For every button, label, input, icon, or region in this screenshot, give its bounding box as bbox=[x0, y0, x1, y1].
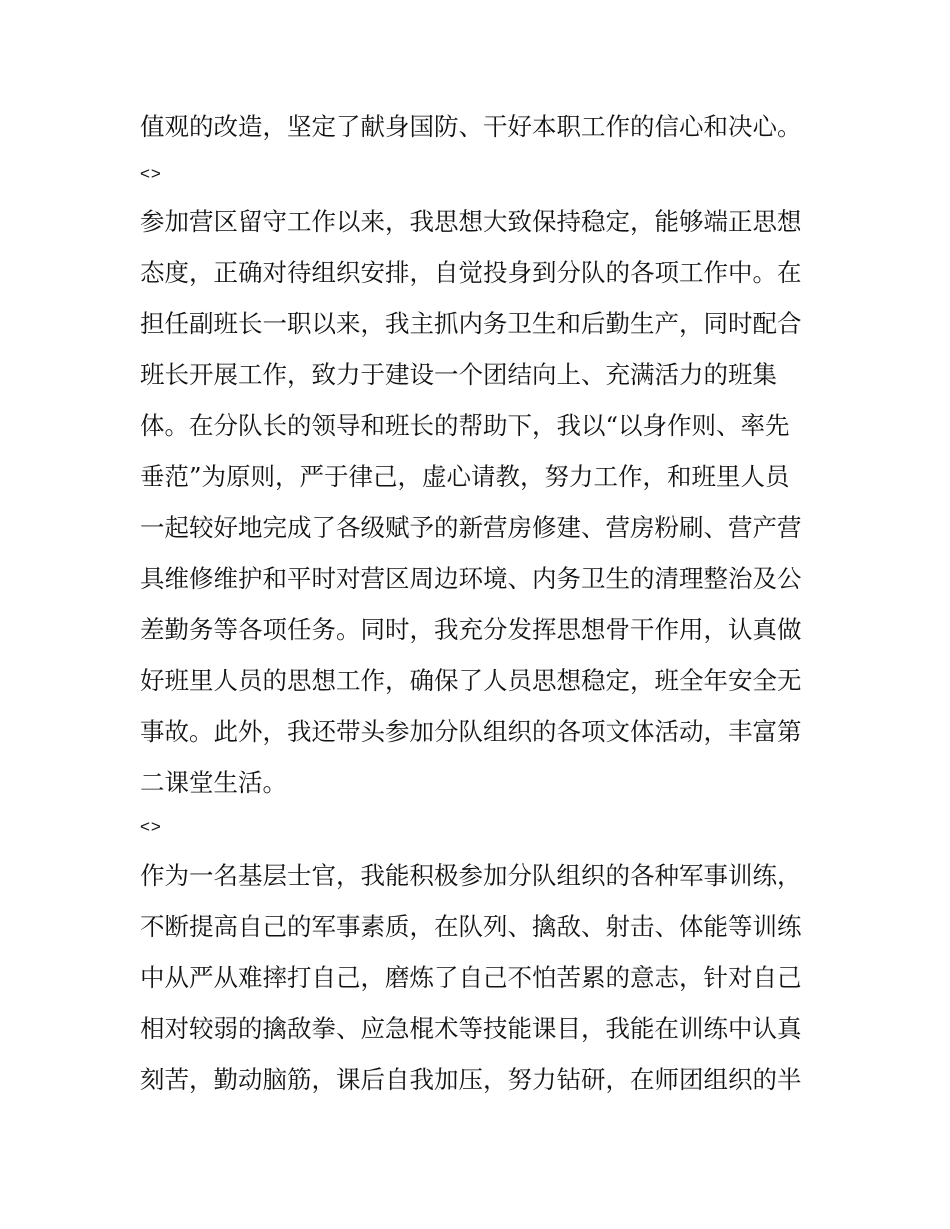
text-line: 中从严从难摔打自己，磨炼了自己不怕苦累的意志，针对自己 bbox=[140, 963, 802, 992]
text-line: 二课堂生活。 bbox=[140, 768, 287, 797]
text-line: 体。在分队长的领导和班长的帮助下，我以“以身作则、率先 bbox=[140, 411, 790, 440]
text-line: 参加营区留守工作以来，我思想大致保持稳定，能够端正思想 bbox=[140, 207, 802, 236]
text-line: 值观的改造，坚定了献身国防、干好本职工作的信心和决心。 bbox=[140, 112, 802, 141]
text-line: 事故。此外，我还带头参加分队组织的各项文体活动，丰富第 bbox=[140, 717, 802, 746]
text-line: 作为一名基层士官，我能积极参加分队组织的各种军事训练， bbox=[140, 861, 802, 890]
text-line: 垂范”为原则，严于律己，虚心请教，努力工作，和班里人员 bbox=[140, 462, 790, 491]
text-line: 差勤务等各项任务。同时，我充分发挥思想骨干作用，认真做 bbox=[140, 615, 802, 644]
paragraph-separator: <> bbox=[140, 164, 162, 183]
text-line: 具维修维护和平时对营区周边环境、内务卫生的清理整治及公 bbox=[140, 564, 802, 593]
text-line: 好班里人员的思想工作，确保了人员思想稳定，班全年安全无 bbox=[140, 666, 802, 695]
text-line: 不断提高自己的军事素质，在队列、擒敌、射击、体能等训练 bbox=[140, 912, 802, 941]
text-line: 班长开展工作，致力于建设一个团结向上、充满活力的班集 bbox=[140, 360, 777, 389]
text-line: 相对较弱的擒敌拳、应急棍术等技能课目，我能在训练中认真 bbox=[140, 1014, 802, 1043]
text-line: 一起较好地完成了各级赋予的新营房修建、营房粉刷、营产营 bbox=[140, 513, 802, 542]
text-line: 态度，正确对待组织安排，自觉投身到分队的各项工作中。在 bbox=[140, 258, 802, 287]
text-line: 刻苦，勤动脑筋，课后自我加压，努力钻研，在师团组织的半 bbox=[140, 1065, 802, 1094]
paragraph-separator: <> bbox=[140, 817, 162, 836]
text-line: 担任副班长一职以来，我主抓内务卫生和后勤生产，同时配合 bbox=[140, 309, 802, 338]
